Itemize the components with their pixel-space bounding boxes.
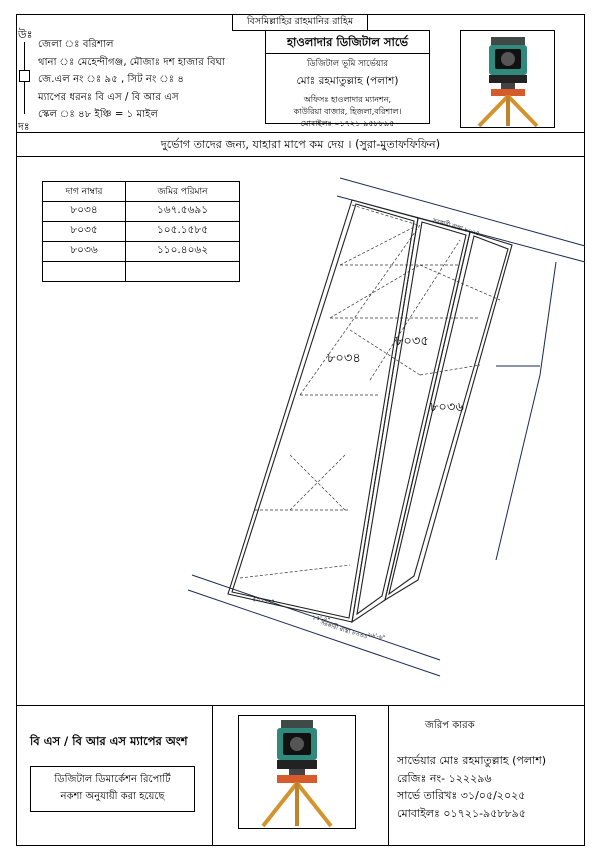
- info-scale: স্কেল ঃ ৪৮ ইঞ্চি = ১ মাইল: [38, 109, 159, 120]
- surveyor-name: সার্ভেয়ার মোঃ রহমাতুল্লাহ (পলাশ): [397, 754, 547, 767]
- north-label: উঃ: [18, 28, 33, 41]
- demarcation-line-1: ডিজিটাল ডিমার্কেশন রিপোর্টি: [54, 774, 171, 785]
- survey-line: [340, 225, 418, 265]
- plot-8034-label: ৮০৩৪: [327, 351, 361, 366]
- footer-divider-2: [388, 705, 389, 846]
- info-thana: থানা ঃ মেহেন্দীগঞ্জ, মৌজাঃ দশ হাজার বিঘা: [38, 56, 225, 68]
- surveyor-info: [397, 752, 546, 822]
- company-address: কাউরিয়া বাজার, হিজলা,বরিশাল।: [293, 107, 402, 116]
- map-part-title: বি এস / বি আর এস ম্যাপের অংশ: [30, 734, 188, 748]
- demarcation-line-2: নকশা অনুযায়ী করা হয়েছে: [60, 791, 165, 802]
- plot-8034-outline: [228, 200, 418, 625]
- plot-8036-outline: [385, 232, 512, 600]
- company-person: মোঃ রহমাতুল্লাহ (পলাশ): [296, 75, 399, 87]
- dag-number: ৮০৩৬: [43, 242, 126, 262]
- survey-line: [240, 565, 350, 578]
- road-bottom-line-2: [188, 590, 440, 676]
- plot-8035-label: ৮০৩৫: [395, 334, 429, 349]
- quran-quote: দুর্ভোগ তাদের জন্য, যাহারা মাপে কম দেয় । (সুরা-মুতাফফিফিন): [16, 132, 585, 157]
- plot-8036-label: ৮০৩৬: [430, 400, 464, 415]
- south-label: দঃ: [18, 120, 30, 133]
- road-top-label: সরকারী রাস্তা ৮০০৫: [431, 217, 481, 238]
- dag-number: ৮০৩৪: [43, 202, 126, 222]
- company-title: হাওলাদার ডিজিটাল সার্ভে: [266, 31, 429, 54]
- footer-divider-1: [212, 705, 213, 846]
- bismillah-header: বিসমিল্লাহির রাহমানির রাহিম: [232, 14, 368, 31]
- plot-8035-outline: [352, 218, 470, 622]
- segment-label: ৫০'-১১": [251, 596, 275, 607]
- surveyor-reg: রেজিঃ নং- ১২২২৯৬: [397, 771, 492, 785]
- company-mobile: মোবাইলঃ ০১৭২১-৯৫৮৮৯৫: [300, 119, 395, 128]
- segment-label: ১৫'-৪": [311, 614, 331, 625]
- survey-date: সার্ভে তারিখঃ ৩১/০৫/২০২৫: [397, 789, 526, 802]
- total-station-photo-bottom: [238, 715, 356, 829]
- company-office: অফিসঃ হাওলাদার ম্যানশন,: [303, 95, 392, 104]
- company-role: ডিজিটাল ভূমি সার্ভেয়ার: [306, 59, 389, 69]
- survey-line: [300, 225, 420, 395]
- info-map-type: ম্যাপের ধরনঃ বি এস / বি আর এস: [38, 91, 179, 103]
- area-value: ১১০.৪০৬২: [126, 242, 240, 262]
- area-value: ১৬৭.৫৬৯১: [126, 202, 240, 222]
- surveyor-mobile: মোবাইলঃ ০১৭২১-৯৫৮৮৯৫: [397, 806, 526, 820]
- survey-line: [420, 365, 480, 375]
- road-top-line-1: [340, 178, 585, 246]
- surveyor-heading: জরিপ কারক: [425, 720, 475, 731]
- demarcation-box: [30, 766, 195, 812]
- neighbour-line-1: [540, 262, 556, 375]
- area-value: ১০৫.১৫৮৫: [126, 222, 240, 242]
- dag-number: ৮০৩৫: [43, 222, 126, 242]
- segment-label: ২৬'-৬": [366, 631, 386, 642]
- plot-8036-inner: [389, 236, 508, 594]
- neighbour-line-3: [496, 375, 540, 560]
- info-district: জেলা ঃ বরিশাল: [38, 39, 114, 50]
- info-jl: জে.এল নং ঃ ৯৫ , সিট নং ঃ ৪: [38, 74, 185, 85]
- header-area: জমির পরিমান: [126, 182, 240, 202]
- header-dag: দাগ নাম্বার: [43, 182, 126, 202]
- plot-8035-inner: [357, 222, 466, 614]
- total-station-icon: [239, 716, 355, 828]
- road-bottom-label: সরকারী রাস্তা ৮০৩৩: [319, 619, 368, 641]
